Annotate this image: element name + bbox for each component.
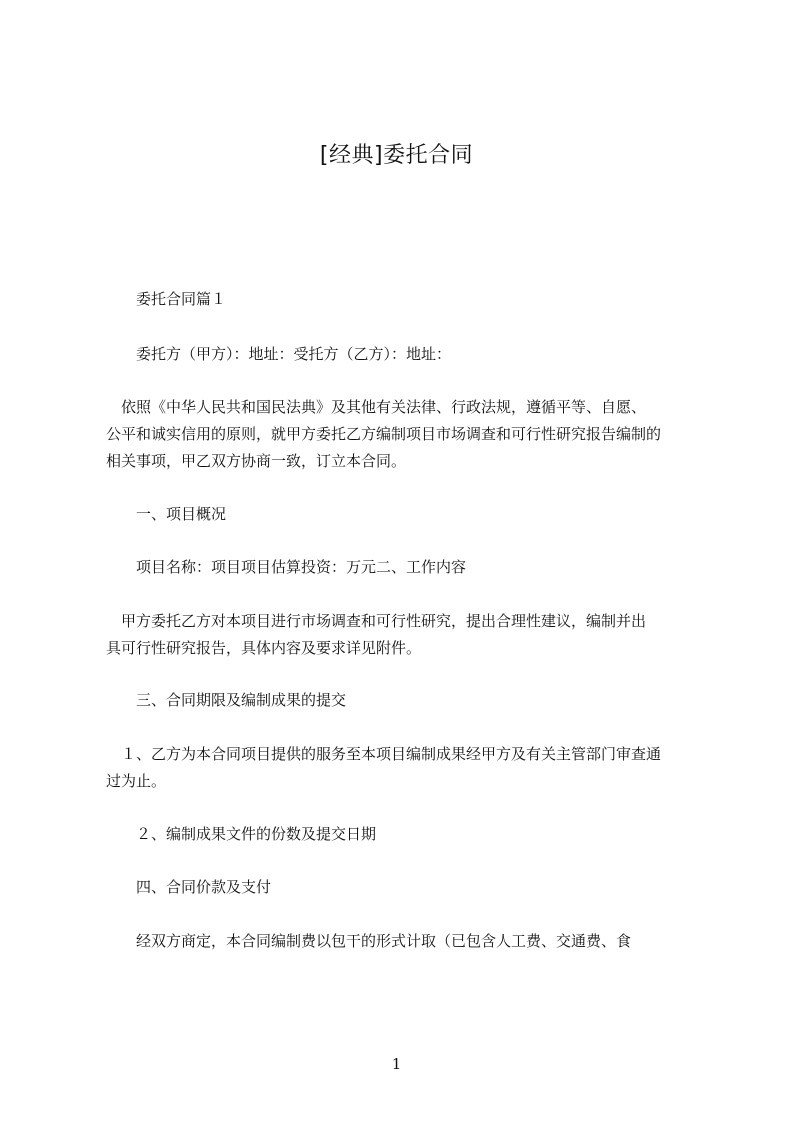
paragraph-line: 过为止。 bbox=[106, 772, 167, 790]
paragraph-line: 依照《中华人民共和国民法典》及其他有关法律、行政法规，遵循平等、自愿、 bbox=[106, 398, 647, 416]
section-heading-overview: 一、项目概况 bbox=[136, 505, 227, 523]
paragraph-line: 具可行性研究报告，具体内容及要求详见附件。 bbox=[106, 639, 422, 657]
paragraph-line: 公平和诚实信用的原则，就甲方委托乙方编制项目市场调查和可行性研究报告编制的 bbox=[106, 425, 662, 443]
preamble-paragraph bbox=[106, 394, 716, 475]
section-heading-payment: 四、合同价款及支付 bbox=[136, 878, 272, 896]
payment-clause-line: 经双方商定，本合同编制费以包干的形式计取（已包含人工费、交通费、食 bbox=[136, 932, 632, 950]
paragraph-line: １、乙方为本合同项目提供的服务至本项目编制成果经甲方及有关主管部门审查通 bbox=[106, 745, 662, 763]
party-info-line: 委托方（甲方）：地址：受托方（乙方）：地址： bbox=[136, 345, 452, 363]
work-content-paragraph bbox=[106, 608, 716, 662]
term-clause-paragraph bbox=[106, 741, 716, 795]
paragraph-line: 甲方委托乙方对本项目进行市场调查和可行性研究，提出合理性建议，编制并出 bbox=[106, 612, 647, 630]
deliverables-clause: ２、编制成果文件的份数及提交日期 bbox=[136, 825, 377, 843]
page-number: 1 bbox=[391, 1055, 402, 1073]
paragraph-line: 相关事项，甲乙双方协商一致，订立本合同。 bbox=[106, 452, 407, 470]
section-heading-chapter: 委托合同篇１ bbox=[136, 290, 227, 308]
section-heading-term: 三、合同期限及编制成果的提交 bbox=[136, 691, 347, 709]
document-title: [经典]委托合同 bbox=[319, 143, 474, 168]
project-info-line: 项目名称：项目项目估算投资：万元二、工作内容 bbox=[136, 558, 467, 576]
